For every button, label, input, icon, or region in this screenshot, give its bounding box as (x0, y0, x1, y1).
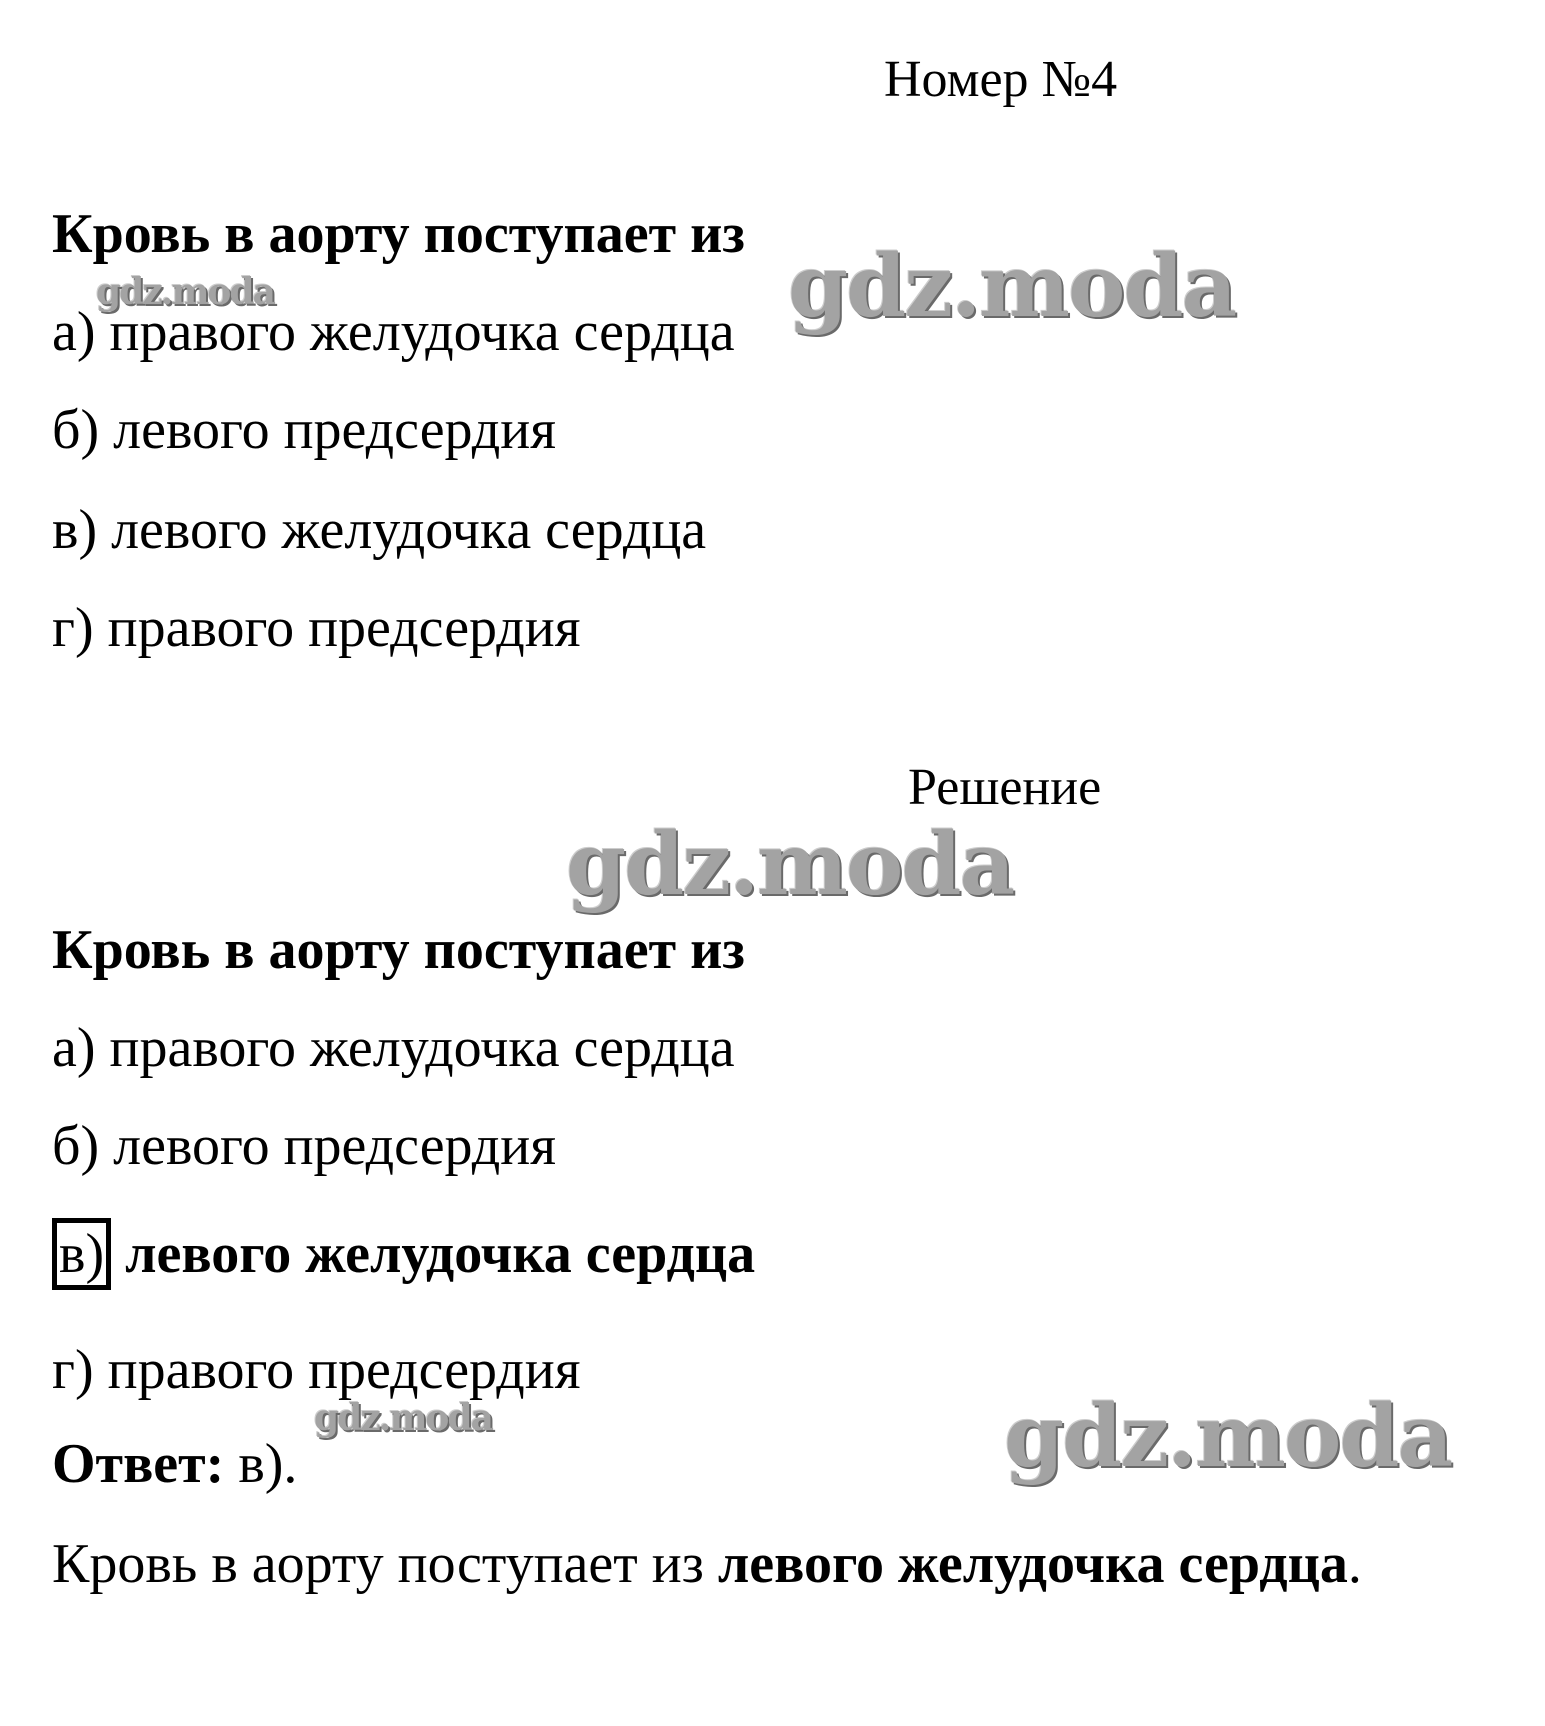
answer-label: Ответ: (52, 1433, 225, 1495)
question-option-d: г) правого предсердия (52, 597, 581, 659)
answer-line (52, 1432, 297, 1496)
watermark-logo: gdz.moda (566, 814, 1014, 915)
page-title: Номер №4 (884, 51, 1118, 108)
explanation-line (52, 1532, 1362, 1596)
selected-marker-box: в) (52, 1218, 111, 1290)
solution-option-a: а) правого желудочка сердца (52, 1017, 735, 1079)
watermark-logo: gdz.moda (96, 271, 274, 313)
explanation-end: . (1347, 1533, 1362, 1595)
question-option-b: б) левого предсердия (52, 399, 557, 461)
question-option-c: в) левого желудочка сердца (52, 499, 707, 561)
answer-value: в). (238, 1433, 298, 1495)
question-option-a: а) правого желудочка сердца (52, 301, 735, 363)
watermark-logo: gdz.moda (788, 236, 1236, 337)
solution-question-text: Кровь в аорту поступает из (52, 919, 745, 981)
explanation-plain: Кровь в аорту поступает из (52, 1533, 718, 1595)
selected-option-text: левого желудочка сердца (125, 1223, 756, 1285)
explanation-bold: левого желудочка сердца (717, 1533, 1348, 1595)
solution-selected-option (52, 1218, 755, 1290)
question-text: Кровь в аорту поступает из (52, 203, 745, 265)
watermark-logo: gdz.moda (1004, 1386, 1452, 1487)
solution-option-b: б) левого предсердия (52, 1115, 557, 1177)
watermark-logo: gdz.moda (314, 1397, 492, 1439)
solution-option-d: г) правого предсердия (52, 1339, 581, 1401)
solution-heading: Решение (908, 759, 1102, 816)
